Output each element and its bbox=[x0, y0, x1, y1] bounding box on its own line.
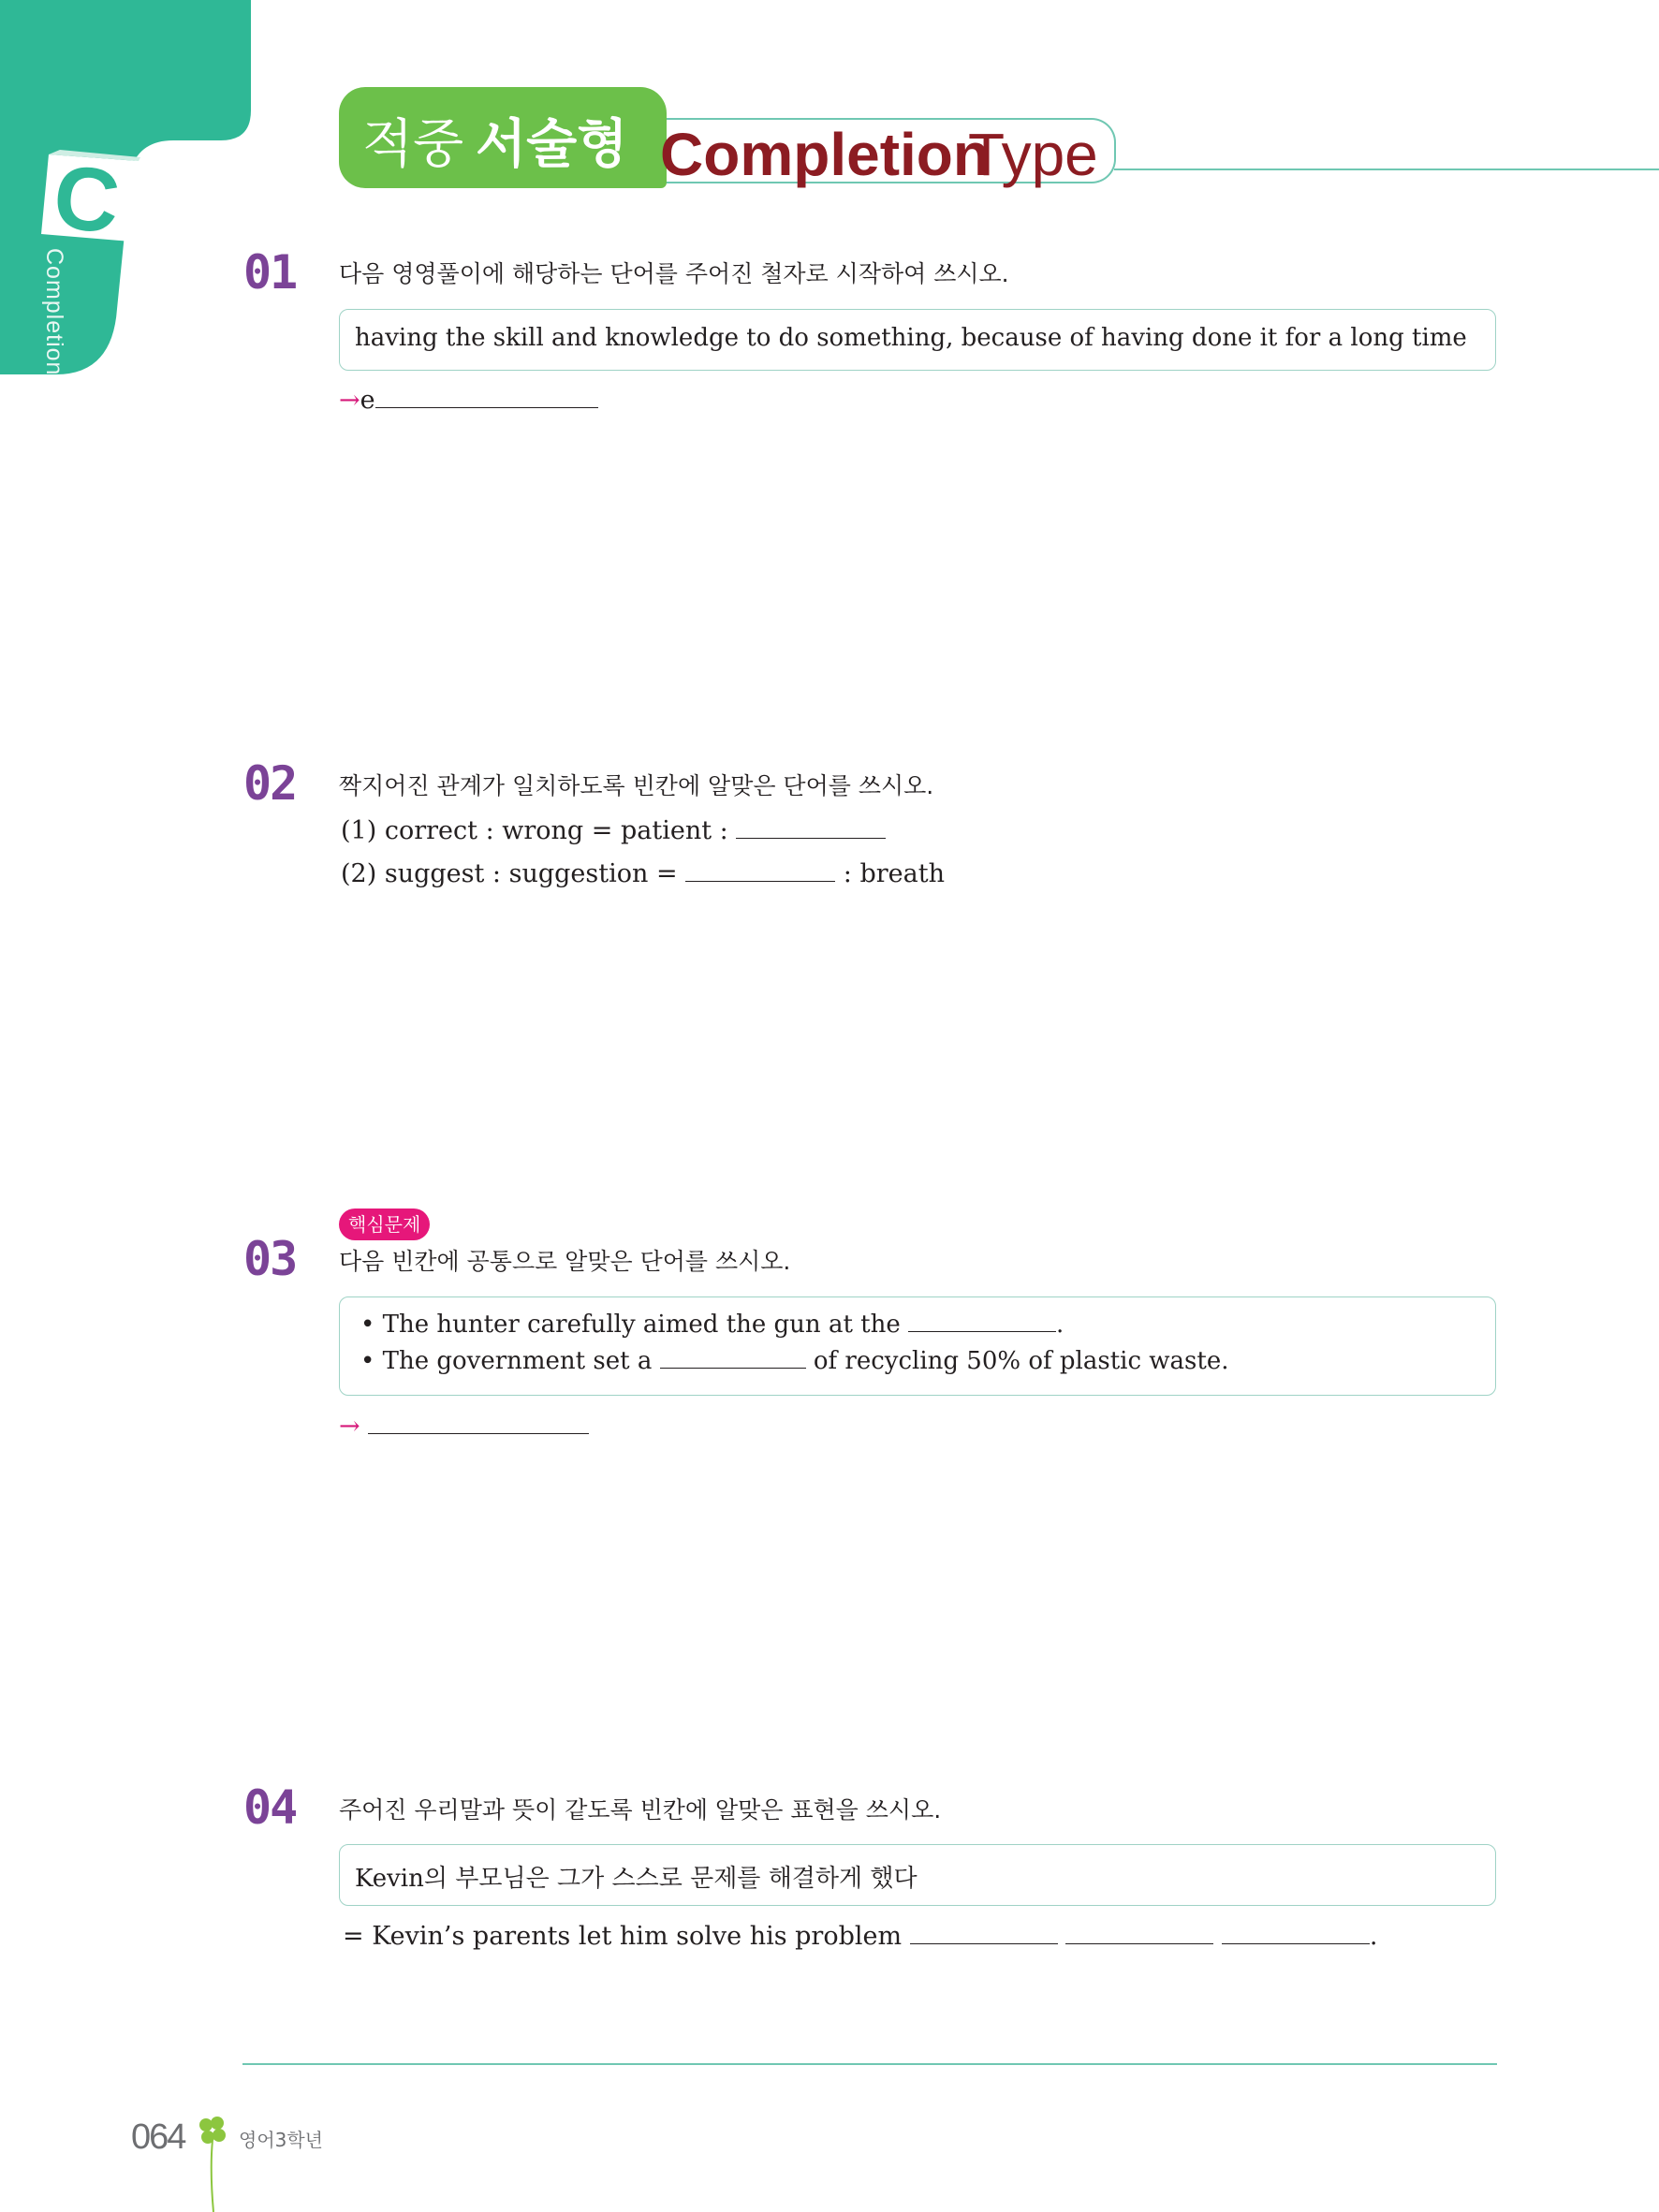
page-number: 064 bbox=[131, 2117, 185, 2157]
book-label: 영어3학년 bbox=[239, 2129, 324, 2151]
item-row bbox=[341, 859, 945, 888]
item-before: correct : wrong = patient : bbox=[384, 816, 728, 845]
item-marker: (2) bbox=[341, 859, 377, 888]
side-tab-letter: C bbox=[49, 146, 125, 253]
sentence-bullet bbox=[360, 1347, 1229, 1375]
header-rule bbox=[1114, 168, 1659, 170]
korean-sentence: Kevin의 부모님은 그가 스스로 문제를 해결하게 했다 bbox=[355, 1865, 918, 1893]
answer-blank[interactable] bbox=[736, 837, 886, 839]
core-question-badge: 핵심문제 bbox=[339, 1209, 430, 1240]
answer-line bbox=[339, 1412, 589, 1441]
sentence-after: . bbox=[1056, 1311, 1064, 1339]
question-instruction: 짝지어진 관계가 일치하도록 빈칸에 알맞은 단어를 쓰시오. bbox=[339, 772, 934, 799]
arrow-icon: → bbox=[339, 386, 360, 415]
sentence-before: • The government set a bbox=[360, 1347, 653, 1375]
item-row bbox=[341, 816, 886, 845]
answer-blank bbox=[908, 1330, 1056, 1332]
answer-blank[interactable] bbox=[685, 880, 835, 882]
header-english-regular: Type bbox=[968, 121, 1098, 188]
header-english-bold: Completion bbox=[660, 121, 990, 188]
sentence-before: • The hunter carefully aimed the gun at the bbox=[360, 1311, 901, 1339]
sentence-box bbox=[339, 1296, 1496, 1396]
question-number: 01 bbox=[243, 245, 297, 300]
answer-line bbox=[339, 386, 598, 415]
answer-blank[interactable] bbox=[375, 406, 598, 408]
sentence-after: of recycling 50% of plastic waste. bbox=[813, 1347, 1229, 1375]
definition-box bbox=[339, 309, 1496, 371]
question-instruction: 다음 영영풀이에 해당하는 단어를 주어진 철자로 시작하여 쓰시오. bbox=[339, 260, 1009, 287]
header-korean-bold: 서술형 bbox=[476, 114, 628, 175]
question-instruction: 주어진 우리말과 뜻이 같도록 빈칸에 알맞은 표현을 쓰시오. bbox=[339, 1796, 942, 1824]
answer-blank[interactable] bbox=[368, 1432, 589, 1434]
answer-line bbox=[343, 1922, 1377, 1951]
side-tab bbox=[0, 0, 251, 374]
sentence-bullet bbox=[360, 1311, 1064, 1339]
answer-prefix: e bbox=[360, 386, 375, 415]
answer-blank[interactable] bbox=[1222, 1942, 1370, 1944]
item-after: : breath bbox=[843, 859, 945, 888]
item-before: suggest : suggestion = bbox=[384, 859, 678, 888]
answer-after: . bbox=[1369, 1922, 1378, 1951]
header-korean-light: 적중 bbox=[362, 114, 464, 175]
question-number: 02 bbox=[243, 756, 297, 811]
answer-blank[interactable] bbox=[1065, 1942, 1213, 1944]
footer-rule bbox=[242, 2063, 1497, 2065]
korean-sentence-box bbox=[339, 1844, 1496, 1906]
question-number: 03 bbox=[243, 1232, 297, 1286]
side-tab-label: Completion bbox=[41, 248, 67, 376]
answer-blank bbox=[660, 1367, 806, 1369]
definition-text: having the skill and knowledge to do something, because of having done it for a long time bbox=[355, 324, 1467, 352]
question-number: 04 bbox=[243, 1780, 297, 1835]
answer-before: = Kevin’s parents let him solve his problem bbox=[343, 1922, 903, 1951]
answer-blank[interactable] bbox=[910, 1942, 1058, 1944]
question-instruction: 다음 빈칸에 공통으로 알맞은 단어를 쓰시오. bbox=[339, 1248, 791, 1275]
arrow-icon: → bbox=[339, 1412, 360, 1441]
item-marker: (1) bbox=[341, 816, 377, 845]
clover-icon bbox=[195, 2114, 232, 2212]
